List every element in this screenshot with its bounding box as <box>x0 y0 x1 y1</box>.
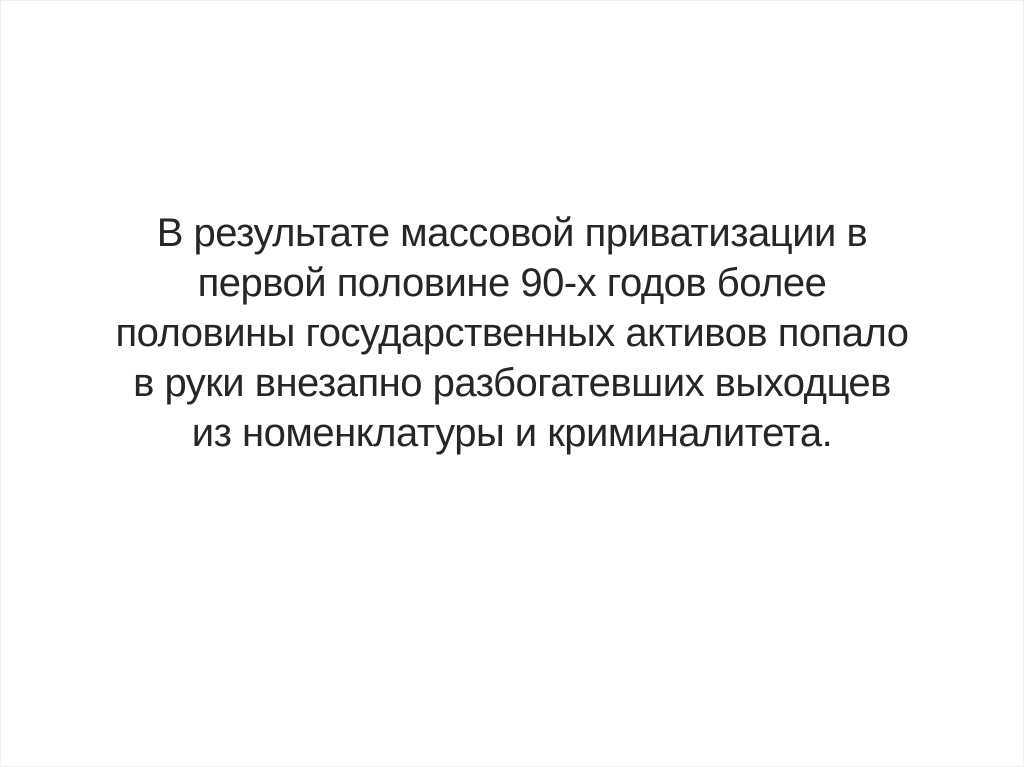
slide-text-line: первой половине 90-х годов более <box>197 261 827 305</box>
slide-text-line: из номенклатуры и криминалитета. <box>191 411 833 455</box>
slide-body-text <box>1 208 1023 458</box>
slide-text-line: В результате массовой приватизации в <box>156 211 868 255</box>
slide-text-line: в руки внезапно разбогатевших выходцев <box>133 361 891 405</box>
slide-text-line: половины государственных активов попало <box>115 311 909 355</box>
